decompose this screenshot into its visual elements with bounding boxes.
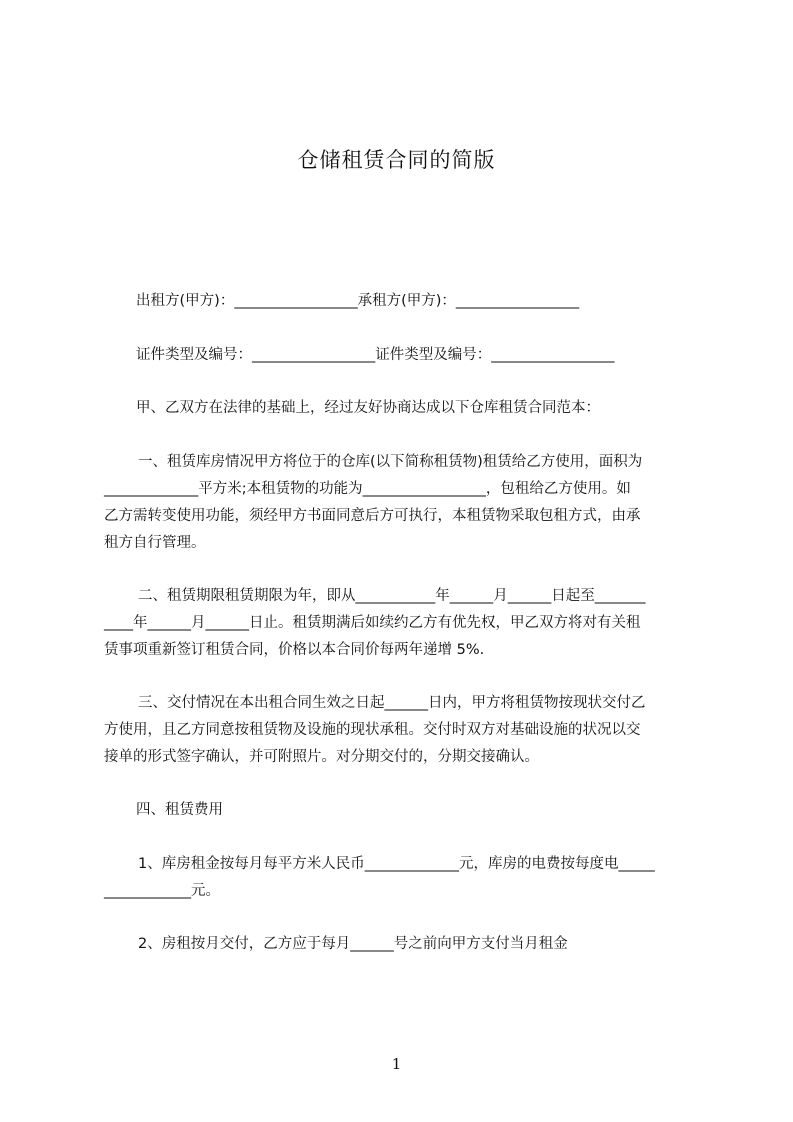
section2-line-2: ____年______月______日止。租赁期满后如续约乙方有优先权，甲乙双方将对有关租 [104, 615, 641, 631]
section3-line-3: 接单的形式签字确认，并可附照片。对分期交付的，分期交接确认。 [104, 749, 539, 765]
section1-line-1: 一、租赁库房情况甲方将位于的仓库(以下简称租赁物)租赁给乙方使用，面积为 [138, 454, 643, 470]
section2-line-3: 赁事项重新签订租赁合同，价格以本合同价每两年递增 5%. [104, 642, 485, 658]
intro-paragraph: 甲、乙双方在法律的基础上，经过友好协商达成以下仓库租赁合同范本： [136, 400, 600, 416]
section1-line-4: 租方自行管理。 [104, 535, 206, 551]
section1-line-2: _____________平方米;本租赁物的功能为_________________，包租给乙方使用。如 [104, 481, 631, 497]
document-title: 仓储租赁合同的简版 [297, 148, 496, 172]
section4-item1-line-2: ____________元。 [104, 883, 220, 899]
parties-id-line: 证件类型及编号：_________________证件类型及编号：_________________ [136, 347, 615, 363]
parties-lessor-lessee-line: 出租方(甲方)：_________________承租方(甲方)：_________________ [136, 293, 580, 309]
section3-line-2: 方使用，且乙方同意按租赁物及设施的现状承租。交付时双方对基础设施的状况以交 [104, 722, 641, 738]
section4-item1-line-1: 1、库房租金按每月每平方米人民币_____________元，库房的电费按每度电_____ [138, 856, 655, 872]
section4-item2: 2、房租按月交付，乙方应于每月______号之前向甲方支付当月租金 [138, 936, 568, 952]
section3-line-1: 三、交付情况在本出租合同生效之日起______日内，甲方将租赁物按现状交付乙 [138, 695, 646, 711]
page-number: 1 [391, 1055, 402, 1073]
section4-heading: 四、租赁费用 [136, 802, 223, 818]
section1-line-3: 乙方需转变使用功能，须经甲方书面同意后方可执行，本租赁物采取包租方式，由承 [104, 508, 641, 524]
section2-line-1: 二、租赁期限租赁期限为年，即从___________年______月______日起至_______ [138, 588, 646, 604]
